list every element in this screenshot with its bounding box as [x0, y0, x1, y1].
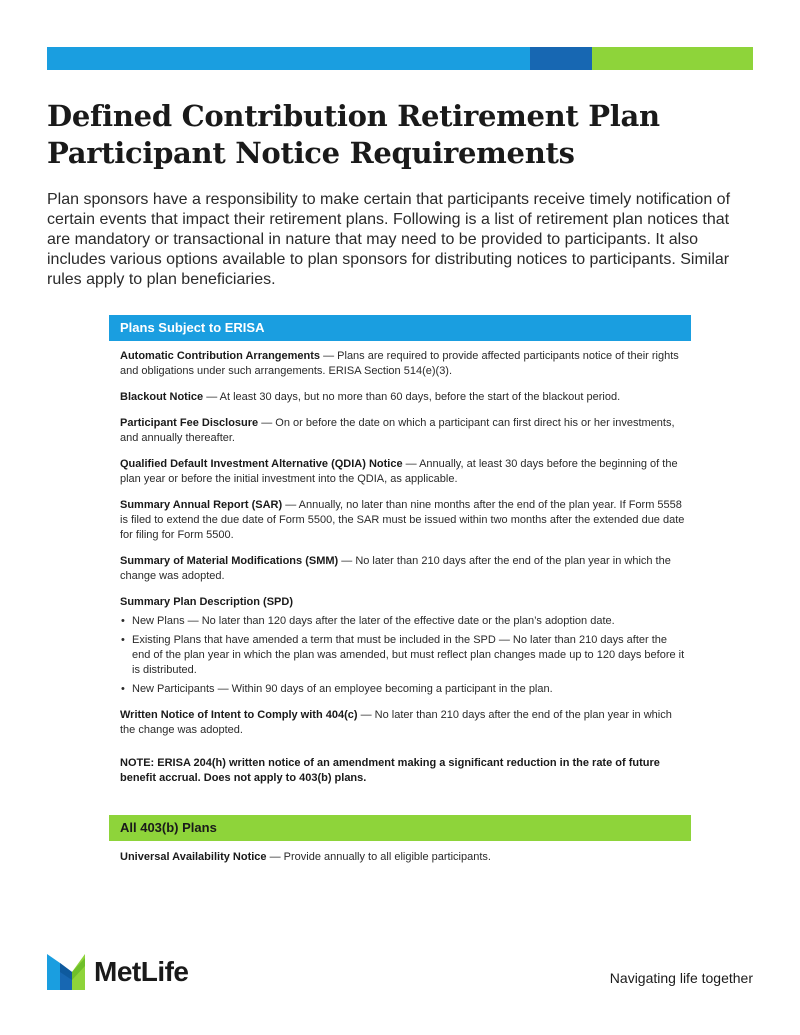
list-item: • Existing Plans that have amended a term that must be included in the SPD — No later than 210 days after the end of the plan year in which the plan was amended, but must reflect plan changes made up to 120 days before it is distributed. [120, 633, 685, 678]
notice-term: Qualified Default Investment Alternative (QDIA) Notice [120, 458, 403, 470]
page-title: Defined Contribution Retirement Plan Participant Notice Requirements [47, 99, 660, 170]
notice-item [120, 850, 685, 865]
notice-term: Universal Availability Notice [120, 851, 267, 863]
notice-text: — No later than 210 days after the end of the plan year in which the change was adopted. [120, 709, 672, 736]
erisa-notice-list [120, 349, 685, 797]
list-item: • New Plans — No later than 120 days after the later of the effective date or the plan’s adoption date. [120, 614, 685, 629]
notice-text: — On or before the date on which a participant can first direct his or her investments, and annually thereafter. [120, 417, 675, 444]
notice-text: — No later than 210 days after the end of the plan year in which the change was adopted. [120, 555, 671, 582]
erisa-note: NOTE: ERISA 204(h) written notice of an amendment making a significant reduction in the rate of future benefit accrual. Does not apply to 403(b) plans. [120, 757, 660, 784]
color-bar-green [592, 47, 753, 70]
notice-term: Summary of Material Modifications (SMM) [120, 555, 339, 567]
metlife-logo [47, 954, 189, 990]
footer-tagline: Navigating life together [609, 970, 753, 986]
erisa-section-heading: Plans Subject to ERISA [109, 315, 691, 341]
notice-item [120, 390, 685, 405]
intro-paragraph: Plan sponsors have a responsibility to make certain that participants receive timely notification of certain events that impact their retirement plans. Following is a list of retirement plan notices that are mandatory or transactional in nature that may need to be provided to participants. It also includes various options available to plan sponsors for distributing notices to participants. Similar rules apply to plan beneficiaries. [47, 191, 731, 288]
notice-item [120, 349, 685, 379]
notice-term: Automatic Contribution Arrangements [120, 350, 321, 362]
color-bar-blue [47, 47, 530, 70]
notice-item [120, 416, 685, 446]
notice-item [120, 554, 685, 584]
logo-wordmark: MetLife [94, 956, 189, 987]
notice-term: Blackout Notice [120, 391, 204, 403]
notice-item [120, 457, 685, 487]
notice-term: Written Notice of Intent to Comply with 404(c) [120, 709, 358, 721]
notice-text: — Annually, at least 30 days before the beginning of the plan year or before the initial investment into the QDIA, as applicable. [120, 458, 678, 485]
notice-item [120, 708, 685, 738]
notice-text: — At least 30 days, but no more than 60 days, before the start of the blackout period. [203, 391, 621, 403]
notice-text: — Provide annually to all eligible participants. [266, 851, 491, 863]
spd-bullet-list [120, 614, 685, 697]
color-bar-dark-blue [530, 47, 592, 70]
header-color-bar [47, 47, 753, 70]
notice-term: Participant Fee Disclosure [120, 417, 259, 429]
notice-text: — Annually, no later than nine months after the end of the plan year. If Form 5558 is filed to extend the due date of Form 5500, the SAR must be issued within two months after the extended due date for filing for Form 5500. [120, 499, 685, 541]
spd-heading: Summary Plan Description (SPD) [120, 596, 293, 608]
notice-term: Summary Annual Report (SAR) [120, 499, 283, 511]
notice-text: — Plans are required to provide affected participants notice of their rights and obligations under such arrangements. ERISA Section 514(e)(3). [120, 350, 679, 377]
notice-item [120, 498, 685, 543]
403b-section-heading: All 403(b) Plans [109, 815, 691, 841]
metlife-logo-icon [47, 954, 85, 990]
list-item: • New Participants — Within 90 days of an employee becoming a participant in the plan. [120, 682, 685, 697]
403b-notice-list [120, 850, 685, 876]
